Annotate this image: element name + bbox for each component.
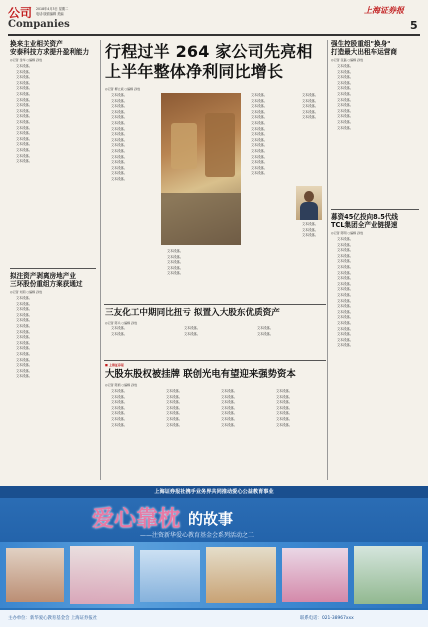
headline: 拟注资产剥离房地产业 <box>10 272 76 280</box>
byline: ◎记者 陈明 ○编辑 孙放 <box>331 231 364 235</box>
bottom-article-col-3: 文本段落。 文本段落。 文本段落。 文本段落。 文本段落。 文本段落。 文本段落。 <box>221 389 237 427</box>
headline: 募资45亿投向8.5代线 <box>331 213 399 221</box>
divider <box>10 268 96 269</box>
divider <box>331 209 419 210</box>
section-english: Companies <box>8 19 70 30</box>
byline: ◎记者 张磊 ○编辑 孙放 <box>331 58 364 62</box>
mid-article-col-3: 文本段落。 文本段落。 <box>257 326 273 336</box>
main-article-col-3: 文本段落。 文本段落。 文本段落。 文本段落。 文本段落。 文本段落。 文本段落。 文本段落。 文本段落。 文本段落。 文本段落。 文本段落。 文本段落。 文本段落。 文本段落。 <box>251 93 267 176</box>
ad-title-sub: 的故事 <box>188 510 234 528</box>
main-byline: ◎记者 柳立斌 ○编辑 孙放 <box>105 87 141 91</box>
main-article-col-4: 文本段落。 文本段落。 文本段落。 文本段落。 文本段落。 <box>302 93 318 120</box>
charity-advertisement[interactable] <box>0 486 428 627</box>
date-line: 2018年4月3日 星期二 <box>36 7 69 11</box>
desk-line: 电话:版面编辑 美编 <box>36 12 64 16</box>
main-headline: 行程过半 264 家公司先亮相 <box>105 42 313 61</box>
ad-footer-left: 主办单位：新华爱心教育基金会 上海证券报社 <box>8 616 98 621</box>
article-body: 文本段落。 文本段落。 文本段落。 文本段落。 文本段落。 文本段落。 文本段落。 文本段落。 文本段落。 文本段落。 文本段落。 文本段落。 文本段落。 文本段落。 文本段落。 文本段落。 文本段落。 文本段落。 文本段落。 文本段落。 <box>337 237 353 348</box>
byline: ◎记者 金华 ○编辑 孙放 <box>10 58 43 62</box>
main-article-col-1: 文本段落。 文本段落。 文本段落。 文本段落。 文本段落。 文本段落。 文本段落。 文本段落。 文本段落。 文本段落。 文本段落。 文本段落。 文本段落。 文本段落。 文本段落。 文本段落。 <box>111 93 127 181</box>
left-story-1 <box>10 40 96 264</box>
byline: ◎记者 刘莉 ○编辑 孙放 <box>10 290 43 294</box>
column-divider <box>100 40 101 480</box>
divider <box>104 360 326 361</box>
section-title: 公司 <box>8 6 33 20</box>
main-headline: 上半年整体净利同比增长 <box>105 62 284 81</box>
column-divider <box>327 40 328 480</box>
bottom-headline: 大股东股权被挂牌 联创光电有望迎来强势资本 <box>105 369 296 380</box>
bottom-article-col-2: 文本段落。 文本段落。 文本段落。 文本段落。 文本段落。 文本段落。 文本段落。 <box>166 389 182 427</box>
headline: TCL集团全产业链提速 <box>331 221 398 229</box>
mid-article-col-2: 文本段落。 文本段落。 <box>184 326 200 336</box>
main-article-col-5: 文本段落。 文本段落。 文本段落。 <box>302 222 318 238</box>
left-story-2 <box>10 272 96 476</box>
divider <box>104 304 326 305</box>
paper-brand: 上海证券报 <box>364 6 404 15</box>
right-story-1 <box>331 40 419 204</box>
masthead <box>8 4 420 36</box>
portrait-photo <box>296 186 322 220</box>
ad-title-main: 爱心靠枕 <box>92 507 181 532</box>
main-article-col-2: 文本段落。 文本段落。 文本段落。 文本段落。 文本段落。 <box>167 249 183 276</box>
headline: 强生控股重组"换身" <box>331 40 391 48</box>
article-body: 文本段落。 文本段落。 文本段落。 文本段落。 文本段落。 文本段落。 文本段落。 文本段落。 文本段落。 文本段落。 文本段落。 文本段落。 文本段落。 文本段落。 文本段落。 <box>16 296 32 379</box>
page-number: 5 <box>410 19 418 32</box>
bottom-article-col-1: 文本段落。 文本段落。 文本段落。 文本段落。 文本段落。 文本段落。 文本段落。 <box>111 389 127 427</box>
bottom-byline: ◎记者 陈炳 ○编辑 孙放 <box>105 383 138 387</box>
bottom-article-col-4: 文本段落。 文本段落。 文本段落。 文本段落。 文本段落。 文本段落。 文本段落。 <box>276 389 292 427</box>
headline: 安泰科技方求提升盈利能力 <box>10 48 90 56</box>
right-story-2 <box>331 213 419 477</box>
ad-photo-strip <box>0 542 428 608</box>
mid-article-col-1: 文本段落。 文本段落。 <box>111 326 127 336</box>
ad-subtitle: ——注资新华爱心教育基金会系列活动之二 <box>140 532 255 539</box>
headline: 三环股份重组方案获通过 <box>10 280 83 288</box>
article-body: 文本段落。 文本段落。 文本段落。 文本段落。 文本段落。 文本段落。 文本段落。 文本段落。 文本段落。 文本段落。 文本段落。 文本段落。 <box>337 64 353 130</box>
masthead-rule <box>8 34 420 36</box>
ad-top-line: 上海证券报社携手业务界共同推动爱心公益教育事业 <box>154 489 274 495</box>
ad-footer-right: 联系电话：021-38967xxx <box>300 616 354 621</box>
mid-headline: 三友化工中期同比扭亏 拟置入大股东优质资产 <box>105 308 280 318</box>
mid-byline: ◎记者 陈兵 ○编辑 孙放 <box>105 321 138 325</box>
headline: 打造最大出租车运营商 <box>331 48 397 56</box>
news-photo-industry <box>161 93 241 245</box>
article-body: 文本段落。 文本段落。 文本段落。 文本段落。 文本段落。 文本段落。 文本段落。 文本段落。 文本段落。 文本段落。 文本段落。 文本段落。 文本段落。 文本段落。 文本段落。 文本段落。 文本段落。 文本段落。 <box>16 64 32 164</box>
headline: 换来主业相关资产 <box>10 40 63 48</box>
main-story <box>105 42 325 82</box>
bottom-kicker: ■ 上海证券报 <box>105 363 124 367</box>
